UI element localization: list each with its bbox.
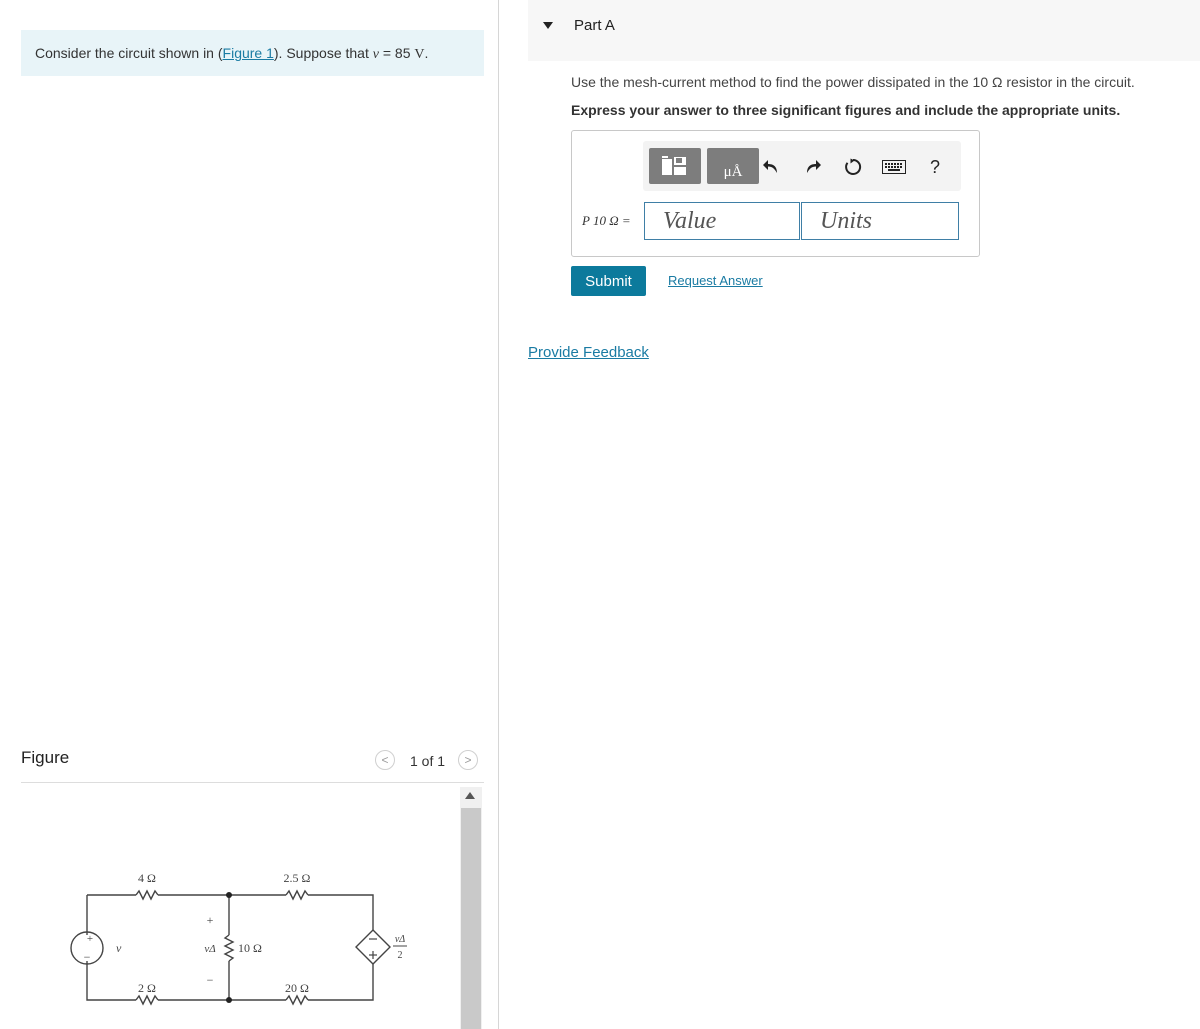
problem-statement bbox=[35, 45, 428, 63]
redo-icon[interactable] bbox=[802, 156, 824, 178]
figure-divider bbox=[21, 782, 484, 783]
problem-text-suffix: . bbox=[424, 45, 429, 61]
voltage-variable: v bbox=[372, 47, 379, 62]
problem-text-prefix: Consider the circuit shown in ( bbox=[35, 45, 223, 61]
voltage-value: = 85 bbox=[378, 45, 415, 61]
source-plus: + bbox=[86, 933, 94, 945]
r4-label: 2 Ω bbox=[138, 981, 156, 995]
dependent-source-numerator: vΔ bbox=[394, 934, 406, 945]
r3-label: 10 Ω bbox=[238, 941, 262, 955]
units-mu-angstrom-icon[interactable] bbox=[707, 148, 759, 184]
figure-title: Figure bbox=[21, 748, 70, 767]
scroll-up-arrow-icon[interactable] bbox=[465, 792, 475, 799]
reset-icon[interactable] bbox=[842, 156, 864, 178]
part-a-title: Part A bbox=[574, 17, 615, 34]
voltage-unit: V bbox=[414, 47, 425, 62]
keyboard-icon[interactable] bbox=[882, 156, 906, 178]
units-input[interactable]: Units bbox=[801, 202, 959, 240]
question-text: Use the mesh-current method to find the power dissipated in the 10 Ω resistor in the circuit. bbox=[571, 74, 1135, 90]
answer-instruction: Express your answer to three significant figures and include the appropriate units. bbox=[571, 102, 1121, 118]
r5-label: 20 Ω bbox=[285, 981, 309, 995]
r1-label: 4 Ω bbox=[138, 871, 156, 885]
control-voltage-label: vΔ bbox=[204, 943, 216, 955]
circuit-diagram bbox=[60, 860, 420, 1020]
undo-icon[interactable] bbox=[760, 156, 782, 178]
submit-button[interactable]: Submit bbox=[571, 266, 646, 296]
dependent-source-denominator: 2 bbox=[397, 950, 403, 961]
resistor-2ohm bbox=[136, 996, 158, 1004]
next-figure-button[interactable]: > bbox=[458, 750, 478, 770]
answer-label-text: P 10 Ω = bbox=[582, 213, 631, 228]
value-input[interactable]: Value bbox=[644, 202, 800, 240]
part-a-header[interactable] bbox=[528, 0, 1200, 61]
request-answer-link[interactable]: Request Answer bbox=[668, 273, 763, 288]
resistor-10ohm bbox=[225, 935, 233, 961]
collapse-caret-icon[interactable] bbox=[543, 22, 553, 29]
resistor-4ohm bbox=[136, 891, 158, 899]
previous-figure-button[interactable]: < bbox=[375, 750, 395, 770]
figure-scrollbar-thumb[interactable] bbox=[461, 808, 481, 1029]
control-plus: + bbox=[206, 913, 214, 927]
answer-label bbox=[582, 213, 631, 229]
problem-text-middle: ). Suppose that bbox=[273, 45, 373, 61]
source-label: v bbox=[116, 941, 122, 955]
column-divider bbox=[498, 0, 499, 1029]
resistor-2-5ohm bbox=[286, 891, 308, 899]
units-glyph: μÅ bbox=[723, 164, 743, 180]
r2-label: 2.5 Ω bbox=[283, 871, 311, 885]
control-minus: − bbox=[206, 973, 214, 987]
resistor-20ohm bbox=[286, 996, 308, 1004]
figure-1-link[interactable]: Figure 1 bbox=[222, 45, 274, 61]
provide-feedback-link[interactable]: Provide Feedback bbox=[528, 344, 649, 361]
template-icon[interactable] bbox=[649, 148, 701, 184]
figure-pager-text: 1 of 1 bbox=[410, 753, 446, 769]
source-minus: − bbox=[83, 950, 91, 964]
help-icon[interactable]: ? bbox=[929, 156, 940, 177]
